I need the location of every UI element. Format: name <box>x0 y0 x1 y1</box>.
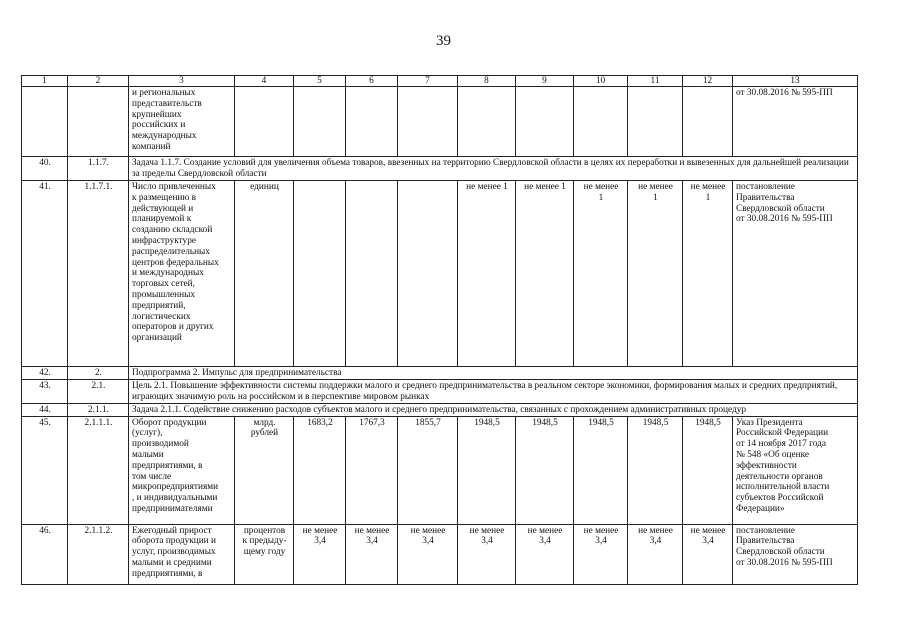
value-cell: не менее 3,4 <box>398 524 458 584</box>
table-row <box>22 403 858 416</box>
column-number: 8 <box>458 76 516 87</box>
value-cell: не менее 1 <box>516 181 574 367</box>
value-cell: не менее 1 <box>574 181 628 367</box>
basis-cell: постановление Правительства Свердловской области от 30.08.2016 № 595-ПП <box>733 524 858 584</box>
value-cell: не менее 3,4 <box>458 524 516 584</box>
value-cell: 1948,5 <box>574 416 628 524</box>
value-cell: 1855,7 <box>398 416 458 524</box>
basis-cell: от 30.08.2016 № 595-ПП <box>733 87 858 157</box>
row-code: 2.1.1. <box>68 403 129 416</box>
table-row <box>22 367 858 380</box>
value-cell: не менее 3,4 <box>346 524 398 584</box>
row-number <box>22 87 68 157</box>
subprogram-heading: Подпрограмма 2. Импульс для предпринимательства <box>129 367 858 380</box>
basis-cell: Указ Президента Российской Федерации от 14 ноября 2017 года № 548 «Об оценке эффективности деятельности органов исполнительной власти субъектов Российской Федерации» <box>733 416 858 524</box>
column-number: 5 <box>294 76 346 87</box>
column-number: 10 <box>574 76 628 87</box>
value-cell: 1948,5 <box>516 416 574 524</box>
indicator-name: Число привлеченных к размещению в действующей и планируемой к созданию складской инфраструктуре распределительных центров федеральных и международных торговых сетей, промышленных предприятий, логистических операторов и других организаций <box>129 181 235 367</box>
row-code <box>68 87 129 157</box>
value-cell: 1948,5 <box>458 416 516 524</box>
column-number: 7 <box>398 76 458 87</box>
value-cell: не менее 3,4 <box>628 524 683 584</box>
indicators-table <box>21 75 858 585</box>
value-cell: не менее 3,4 <box>574 524 628 584</box>
column-number-row <box>22 76 858 87</box>
value-cell <box>628 87 683 157</box>
unit-cell <box>235 87 294 157</box>
value-cell: 1948,5 <box>683 416 733 524</box>
value-cell <box>294 87 346 157</box>
table-row <box>22 181 858 367</box>
goal-heading: Цель 2.1. Повышение эффективности системы поддержки малого и среднего предпринимательства в реальном секторе экономики, формирования малых и средних предприятий, играющих значимую роль на российском и в перспективе мировом рынках <box>129 379 858 403</box>
value-cell: не менее 1 <box>458 181 516 367</box>
row-code: 1.1.7.1. <box>68 181 129 367</box>
unit-cell: процентов к предыду- щему году <box>235 524 294 584</box>
row-number: 45. <box>22 416 68 524</box>
value-cell <box>574 87 628 157</box>
row-code: 2.1. <box>68 379 129 403</box>
unit-cell: единиц <box>235 181 294 367</box>
value-cell: не менее 3,4 <box>294 524 346 584</box>
value-cell: не менее 1 <box>683 181 733 367</box>
column-number: 12 <box>683 76 733 87</box>
value-cell <box>458 87 516 157</box>
indicator-name: Оборот продукции (услуг), производимой малыми предприятиями, в том числе микропредприятиями , и индивидуальными предпринимателями <box>129 416 235 524</box>
column-number: 6 <box>346 76 398 87</box>
value-cell: не менее 1 <box>628 181 683 367</box>
value-cell <box>398 181 458 367</box>
task-heading: Задача 2.1.1. Содействие снижению расходов субъектов малого и среднего предпринимательства, связанных с прохождением административных процедур <box>129 403 858 416</box>
value-cell: 1683,2 <box>294 416 346 524</box>
row-number: 42. <box>22 367 68 380</box>
row-number: 41. <box>22 181 68 367</box>
table-row <box>22 416 858 524</box>
table-row <box>22 157 858 181</box>
column-number: 11 <box>628 76 683 87</box>
column-number: 2 <box>68 76 129 87</box>
value-cell <box>294 181 346 367</box>
value-cell: не менее 3,4 <box>516 524 574 584</box>
row-code: 2. <box>68 367 129 380</box>
row-code: 1.1.7. <box>68 157 129 181</box>
row-number: 46. <box>22 524 68 584</box>
column-number: 3 <box>129 76 235 87</box>
value-cell <box>346 181 398 367</box>
indicator-name: и региональных представительств крупнейших российских и международных компаний <box>129 87 235 157</box>
column-number: 4 <box>235 76 294 87</box>
value-cell <box>683 87 733 157</box>
value-cell <box>346 87 398 157</box>
value-cell <box>516 87 574 157</box>
column-number: 1 <box>22 76 68 87</box>
row-number: 40. <box>22 157 68 181</box>
task-heading: Задача 1.1.7. Создание условий для увеличения объема товаров, ввезенных на территорию Свердловской области в целях их переработки и вывезенных для дальнейшей реализации за пределы Свердловской области <box>129 157 858 181</box>
column-number: 9 <box>516 76 574 87</box>
value-cell: 1948,5 <box>628 416 683 524</box>
basis-cell: постановление Правительства Свердловской области от 30.08.2016 № 595-ПП <box>733 181 858 367</box>
value-cell: не менее 3,4 <box>683 524 733 584</box>
unit-cell: млрд. рублей <box>235 416 294 524</box>
value-cell: 1767,3 <box>346 416 398 524</box>
value-cell <box>398 87 458 157</box>
table-row <box>22 87 858 157</box>
row-number: 43. <box>22 379 68 403</box>
table-row <box>22 524 858 584</box>
page-number: 39 <box>436 33 451 49</box>
column-number: 13 <box>733 76 858 87</box>
table-row <box>22 379 858 403</box>
row-code: 2.1.1.2. <box>68 524 129 584</box>
row-number: 44. <box>22 403 68 416</box>
indicator-name: Ежегодный прирост оборота продукции и услуг, производимых малыми и средними предприятиями, в <box>129 524 235 584</box>
row-code: 2.1.1.1. <box>68 416 129 524</box>
